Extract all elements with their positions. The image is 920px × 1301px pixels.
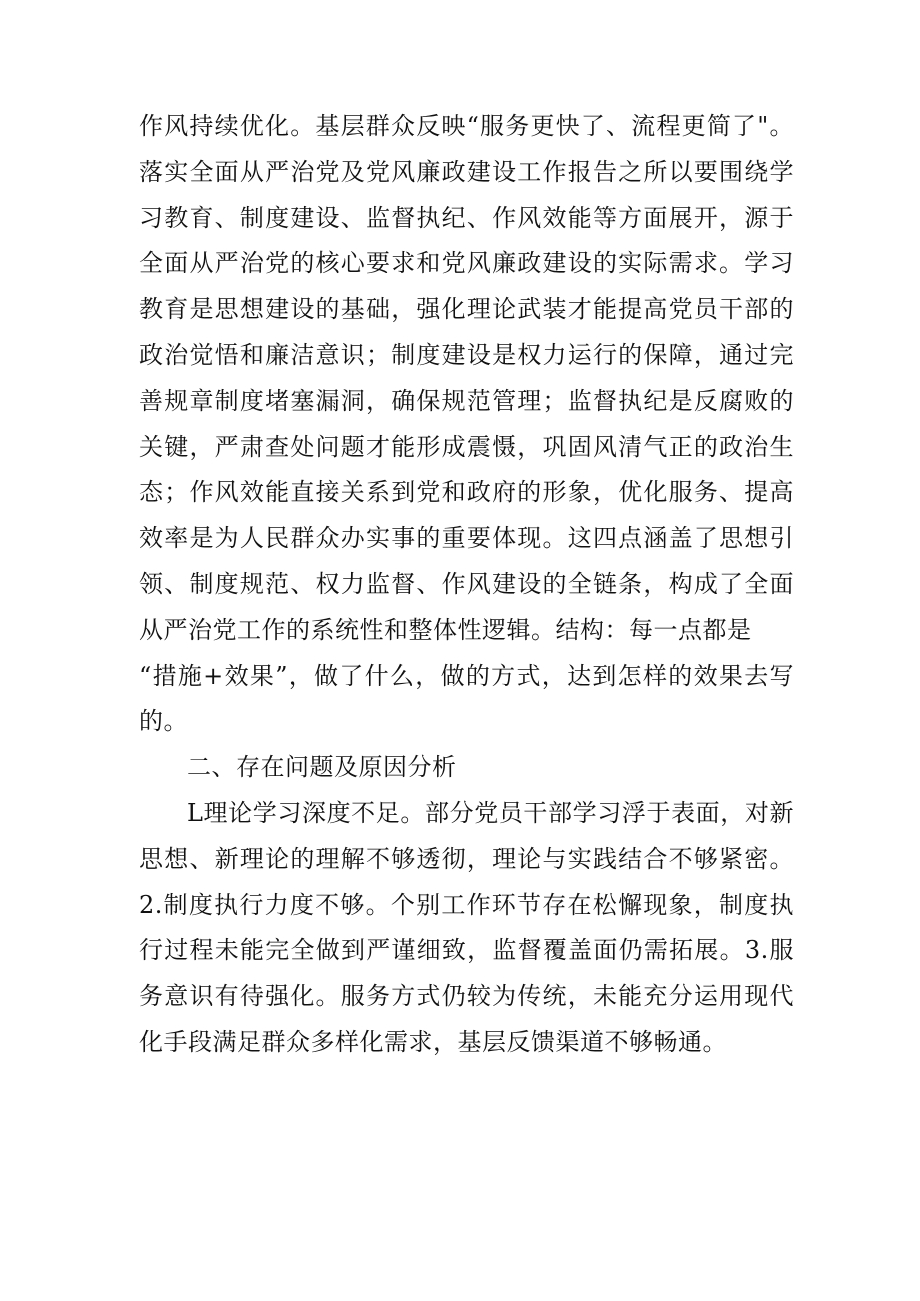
section-heading: 二、存在问题及原因分析 [187, 753, 457, 782]
body-paragraph-1: 作风持续优化。基层群众反映“服务更快了、流程更简了"。落实全面从严治党及党风廉政建设工作报告之所以要围绕学习教育、制度建设、监督执纪、作风效能等方面展开，源于全面从严治党的核心要求和党风廉政建设的实际需求。学习教育是思想建设的基础，强化理论武装才能提高党员干部的政治觉悟和廉洁意识；制度建设是权力运行的保障，通过完善规章制度堵塞漏洞，确保规范管理；监督执纪是反腐败的关键，严肃查处问题才能形成震慑，巩固风清气正的政治生态；作风效能直接关系到党和政府的形象，优化服务、提高效率是为人民群众办实事的重要体现。这四点涵盖了思想引领、制度规范、权力监督、作风建设的全链条，构成了全面从严治党工作的系统性和整体性逻辑。结构：每一点都是 [139, 112, 794, 644]
document-body [139, 104, 794, 1066]
body-paragraph-2: “措施+效果”，做了什么，做的方式，达到怎样的效果去写的。 [139, 661, 794, 736]
body-paragraph-3: L理论学习深度不足。部分党员干部学习浮于表面，对新思想、新理论的理解不够透彻，理论与实践结合不够紧密。2.制度执行力度不够。个别工作环节存在松懈现象，制度执行过程未能完全做到严谨细致，监督覆盖面仍需拓展。3.服务意识有待强化。服务方式仍较为传统，未能充分运用现代化手段满足群众多样化需求，基层反馈渠道不够畅通。 [139, 798, 794, 1056]
